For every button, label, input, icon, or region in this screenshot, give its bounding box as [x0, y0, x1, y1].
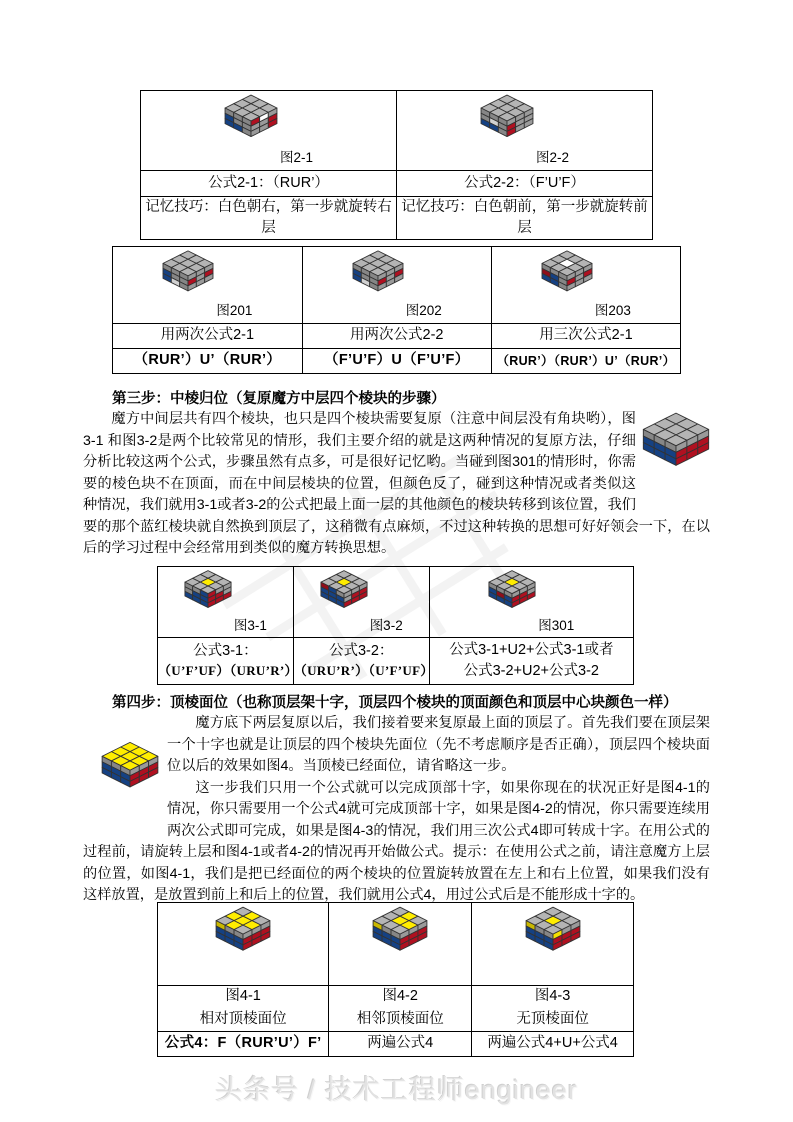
formula-3-1-line1: 公式3-1： [193, 643, 258, 660]
section-step3 [83, 387, 710, 560]
figure-caption: 图201 [216, 303, 253, 319]
formula-4-3: 两遍公式4+U+公式4 [472, 1031, 634, 1056]
figure-caption: 图3-1 [233, 617, 267, 633]
formula-301-line1: 公式3-1+U2+公式3-1或者 [449, 642, 614, 659]
tip-2-1: 记忆技巧：白色朝右，第一步就旋转右层 [141, 196, 397, 239]
cube-cell-fig301 [429, 567, 633, 638]
cube-fig301 [488, 567, 536, 637]
cube-fig202 [352, 247, 404, 323]
formula-3-1-line2: （U’F’UF）（URU’R’） [158, 663, 298, 679]
table-row [141, 196, 653, 239]
figure-caption: 图202 [405, 303, 442, 319]
step4-paragraph1: 魔方底下两层复原以后，我们接着要来复原最上面的顶层了。首先我们要在顶层架一个十字也就是让顶层的四个棱块先面位（先不考虑顺序是否正确），顶层四个棱块面位以后的效果如图4。当顶棱已经面位，请省略这一步。 [167, 715, 710, 774]
table-row [141, 170, 653, 196]
desc-203: 用三次公式2-1 [491, 323, 680, 348]
caption-4-3: 图4-3 [472, 985, 634, 1008]
cube-cell-fig2-1 [141, 91, 397, 171]
cube-cell-fig3-1 [158, 567, 294, 638]
cube-cell-fig4-1 [158, 903, 329, 986]
cube-fig4-1 [215, 903, 271, 985]
table-step3 [157, 566, 634, 685]
table-step4-block [157, 902, 634, 1057]
desc-201: 用两次公式2-1 [113, 323, 303, 348]
table-row [158, 1008, 634, 1032]
cube-fig201 [162, 247, 214, 323]
formula-4-1: 公式4：F（RUR’U’）F’ [158, 1031, 329, 1056]
cube-cell-fig201 [113, 247, 303, 324]
table-row [158, 567, 634, 638]
cube-fig3-2 [320, 567, 368, 637]
desc-4-3: 无顶棱面位 [472, 1008, 634, 1032]
cube-cell-fig4-3 [472, 903, 634, 986]
step4-heading: 第四步：顶棱面位（也称顶层架十字，顶层四个棱块的顶面颜色和顶层中心块颜色一样） [112, 695, 678, 711]
section-step4 [83, 691, 710, 907]
table-row [158, 985, 634, 1008]
formula-3-2-line1: 公式3-2： [328, 643, 394, 660]
table-step2b-block [112, 246, 681, 374]
tip-2-2: 记忆技巧：白色朝前，第一步就旋转前层 [397, 196, 653, 239]
cube-fig2-2 [480, 91, 534, 170]
formula-301-line2: 公式3-2+U2+公式3-2 [463, 663, 599, 680]
formula-cell-301 [429, 638, 633, 685]
table-row [158, 638, 634, 685]
cube-cell-fig3-2 [293, 567, 429, 638]
figure-caption: 图203 [594, 303, 631, 319]
formula-202: （F’U’F）U（F’U’F） [302, 348, 491, 373]
table-row [113, 247, 681, 324]
cube-fig4-2 [372, 903, 428, 985]
step3-heading: 第三步：中棱归位（复原魔方中层四个棱块的步骤） [112, 391, 446, 407]
step4-paragraph2: 这一步我们只用一个公式就可以完成顶部十字，如果你现在的状况正好是图4-1的情况，你只需要用一个公式4就可完成顶部十字，如果是图4-2的情况，你只需要连续用两次公式即可完成，如果是图4-3的情况，我们用三次公式4即可转成十字。在用公式的过程前，请旋转上层和图4-1或者4-2的情况再开始做公式。提示：在使用公式之前，请注意魔方上层的位置，如图4-1，我们是把已经面位的两个棱块的位置旋转放置在左上和右上位置，如果我们没有这样放置，是放置到前上和后上的位置，我们就用公式4，用过公式后是不能形成十字的。 [83, 779, 710, 903]
caption-4-2: 图4-2 [329, 985, 472, 1008]
step3-paragraph: 魔方中间层共有四个棱块，也只是四个棱块需要复原（注意中间层没有角块哟），图3-1 和图3-2是两个比较常见的情形，我们主要介绍的就是这两种情况的复原方法，仔细分析比较这两个公式，步骤虽然有点多，可是很好记忆哟。当碰到图301的情形时，你需要的棱色块不在顶面，而在中间层棱块的位置，但颜色反了，碰到这种情况或者类似这种情况，我们就用3-1或者3-2的公式把最上面一层的其他颜色的棱块转移到该位置，我们要的那个蓝红棱块就自然换到顶层了，这稍微有点麻烦，不过这种转换的思想可好好领会一下，在以后的学习过程中会经常用到类似的魔方转换思想。 [83, 411, 710, 556]
cube-cell-fig203 [491, 247, 680, 324]
table-row [158, 1031, 634, 1056]
bottom-watermark: 头条号 / 技术工程师engineer [215, 1075, 578, 1105]
table-step2 [140, 90, 653, 240]
table-row [113, 323, 681, 348]
formula-cell-3-1 [158, 638, 298, 685]
cube-cell-fig202 [302, 247, 491, 324]
table-step2b [112, 246, 681, 374]
figure-caption: 图2-2 [535, 150, 569, 166]
formula-201: （RUR’）U’（RUR’） [113, 348, 303, 373]
formula-label-2-1: 公式2-1：（RUR’） [141, 170, 397, 196]
cube-fig4-3 [525, 903, 581, 985]
caption-4-1: 图4-1 [158, 985, 329, 1008]
formula-203: （RUR’）（RUR’）U’（RUR’） [491, 348, 680, 373]
cube-fig3-1 [184, 567, 232, 637]
cube-fig301-side [642, 408, 710, 507]
table-row [141, 91, 653, 171]
table-step4 [157, 902, 634, 1057]
figure-caption: 图3-2 [369, 617, 403, 633]
formula-3-2-line2: （URU’R’）（U’F’UF） [293, 663, 434, 679]
cube-fig203 [541, 247, 593, 323]
table-step2-block [140, 90, 653, 240]
table-row [113, 348, 681, 373]
desc-4-2: 相邻顶棱面位 [329, 1008, 472, 1032]
formula-label-2-2: 公式2-2：（F’U’F） [397, 170, 653, 196]
cube-cell-fig4-2 [329, 903, 472, 986]
desc-4-1: 相对顶棱面位 [158, 1008, 329, 1032]
cube-fig4-top [101, 738, 159, 822]
cube-cell-fig2-2 [397, 91, 653, 171]
cube-fig2-1 [224, 91, 278, 170]
table-step3-block [157, 566, 634, 685]
figure-caption: 图2-1 [279, 150, 313, 166]
formula-4-2: 两遍公式4 [329, 1031, 472, 1056]
figure-caption: 图301 [538, 617, 575, 633]
table-row [158, 903, 634, 986]
desc-202: 用两次公式2-2 [302, 323, 491, 348]
formula-cell-3-2 [293, 638, 434, 685]
